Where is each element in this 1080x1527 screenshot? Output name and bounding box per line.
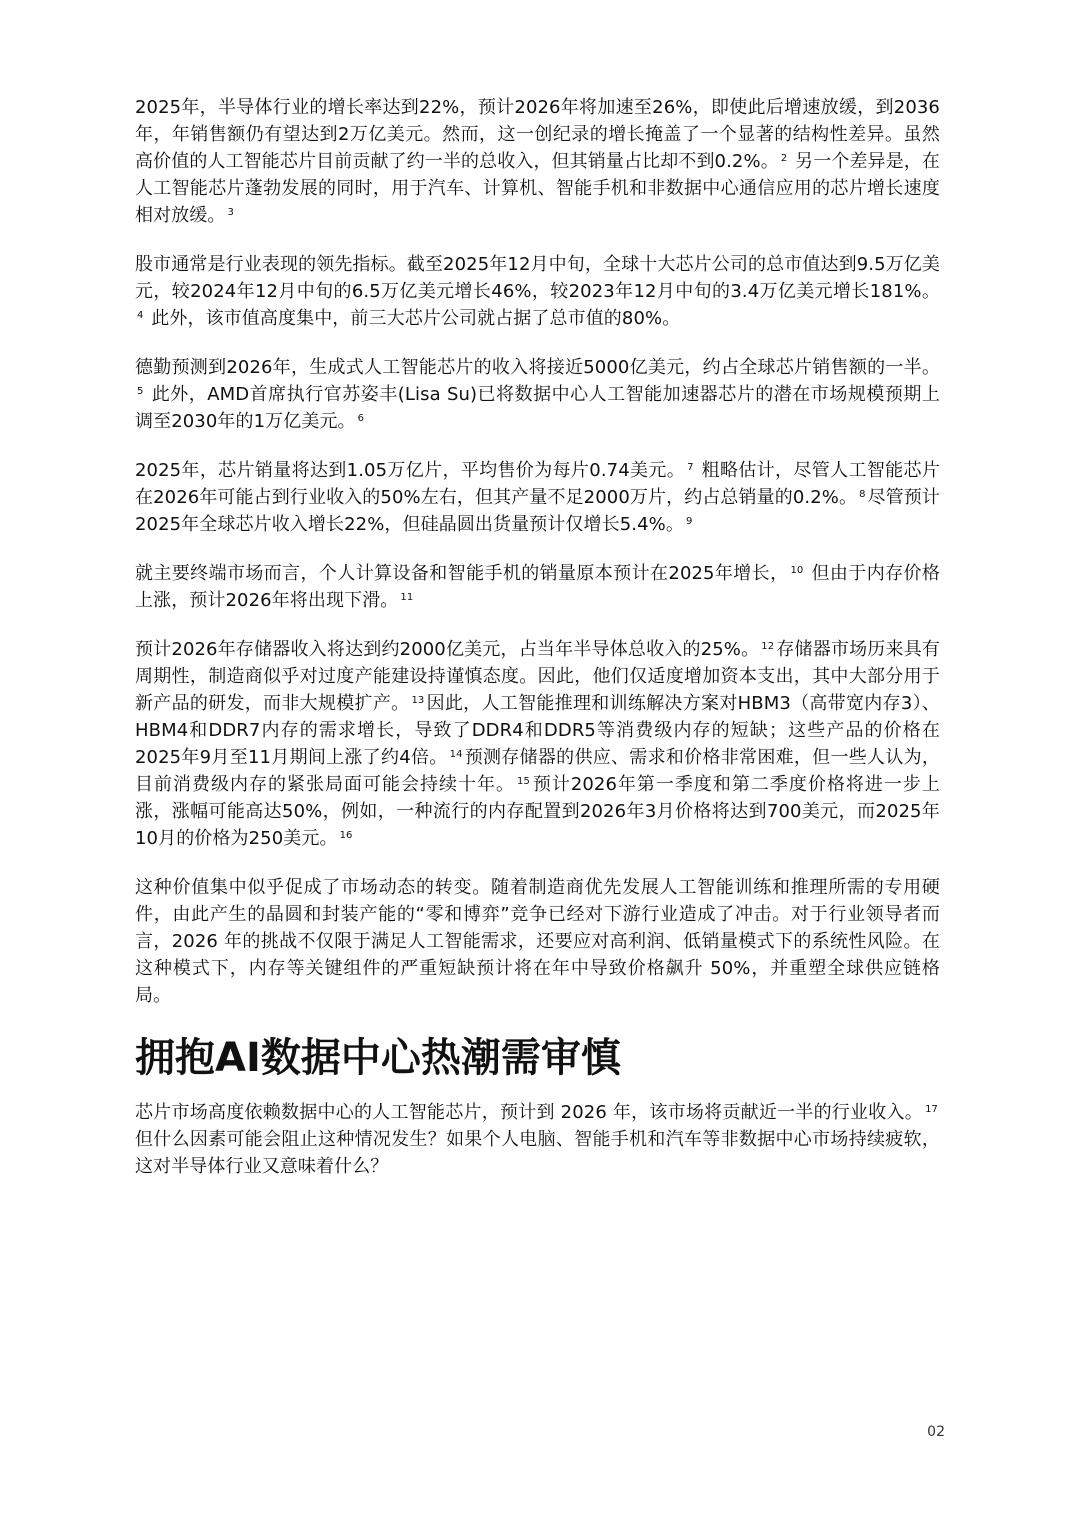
paragraph-text: 预计2026年存储器收入将达到约2000亿美元，占当年半导体总收入的25%。 xyxy=(135,639,760,660)
footnote-ref: 15 xyxy=(516,776,530,787)
footnote-ref: 2 xyxy=(780,153,788,164)
paragraph-text: 粗略估计，尽管人工智能芯片在2026年可能占到行业收入的50%左右，但其产量不足2000万片，约占总销量的0.2%。 xyxy=(135,460,940,508)
paragraph xyxy=(135,1099,940,1180)
paragraph-text: 预计2026年第一季度和第二季度价格将进一步上涨，涨幅可能高达50%，例如，一种流行的内存配置到2026年3月价格将达到700美元，而2025年10月的价格为250美元。 xyxy=(135,774,941,849)
body-text-top xyxy=(135,94,940,1009)
paragraph-text: 但什么因素可能会阻止这种情况发生？如果个人电脑、智能手机和汽车等非数据中心市场持续疲软，这对半导体行业又意味着什么？ xyxy=(135,1129,940,1177)
page-content xyxy=(135,94,940,1202)
paragraph-text: 就主要终端市场而言，个人计算设备和智能手机的销量原本预计在2025年增长， xyxy=(135,563,789,584)
footnote-ref: 8 xyxy=(859,489,866,500)
paragraph xyxy=(135,354,940,435)
paragraph-text: 但由于内存价格上涨，预计2026年将出现下滑。 xyxy=(135,563,940,611)
paragraph-text: 因此，人工智能推理和训练解决方案对HBM3（高带宽内存3）、HBM4和DDR7内存的需求增长，导致了DDR4和DDR5等消费级内存的短缺；这些产品的价格在2025年9月至11月期间上涨了约4倍。 xyxy=(135,693,940,768)
paragraph-text: 股市通常是行业表现的领先指标。截至2025年12月中旬，全球十大芯片公司的总市值达到9.5万亿美元，较2024年12月中旬的6.5万亿美元增长46%，较2023年12月中旬的3.4万亿美元增长181%。 xyxy=(135,254,940,302)
paragraph-text: 存储器市场历来具有周期性，制造商似乎对过度产能建设持谨慎态度。因此，他们仅适度增加资本支出，其中大部分用于新产品的研发，而非大规模扩产。 xyxy=(135,639,940,714)
footnote-ref: 13 xyxy=(411,695,425,706)
footnote-ref: 5 xyxy=(137,386,144,397)
paragraph-text: 这种价值集中似乎促成了市场动态的转变。随着制造商优先发展人工智能训练和推理所需的专用硬件，由此产生的晶圆和封装产能的“零和博弈”竞争已经对下游行业造成了冲击。对于行业领导者而言，2026 年的挑战不仅限于满足人工智能需求，还要应对高利润、低销量模式下的系统性风险。在这种模式下，内存等关键组件的严重短缺预计将在年中导致价格飙升 50%，并重塑全球供应链格局。 xyxy=(135,877,940,1006)
footnote-ref: 6 xyxy=(357,413,365,424)
paragraph-text: 2025年，半导体行业的增长率达到22%，预计2026年将加速至26%，即使此后增速放缓，到2036年，年销售额仍有望达到2万亿美元。然而，这一创纪录的增长掩盖了一个显著的结构性差异。虽然高价值的人工智能芯片目前贡献了约一半的总收入，但其销量占比却不到0.2%。 xyxy=(135,97,940,172)
body-text-bottom xyxy=(135,1099,940,1180)
footnote-ref: 9 xyxy=(685,516,693,527)
footnote-ref: 14 xyxy=(449,749,463,760)
paragraph-text: 德勤预测到2026年，生成式人工智能芯片的收入将接近5000亿美元，约占全球芯片销售额的一半。 xyxy=(135,357,940,378)
page-number: 02 xyxy=(927,1424,945,1440)
footnote-ref: 12 xyxy=(761,641,775,652)
paragraph-text: 此外，AMD首席执行官苏姿丰(Lisa Su)已将数据中心人工智能加速器芯片的潜在市场规模预期上调至2030年的1万亿美元。 xyxy=(135,384,940,432)
footnote-ref: 10 xyxy=(790,565,804,576)
footnote-ref: 17 xyxy=(925,1104,938,1115)
paragraph xyxy=(135,457,940,538)
footnote-ref: 11 xyxy=(400,592,414,603)
paragraph-text: 另一个差异是，在人工智能芯片蓬勃发展的同时，用于汽车、计算机、智能手机和非数据中心通信应用的芯片增长速度相对放缓。 xyxy=(135,151,940,226)
section-heading: 拥抱AI数据中心热潮需审慎 xyxy=(135,1035,621,1081)
paragraph xyxy=(135,560,940,614)
paragraph-text: 尽管预计2025年全球芯片收入增长22%，但硅晶圆出货量预计仅增长5.4%。 xyxy=(135,487,940,535)
footnote-ref: 16 xyxy=(339,830,353,841)
paragraph-text: 芯片市场高度依赖数据中心的人工智能芯片，预计到 2026 年，该市场将贡献近一半的行业收入。 xyxy=(135,1102,924,1123)
paragraph-text: 此外，该市值高度集中，前三大芯片公司就占据了总市值的80%。 xyxy=(145,308,681,329)
footnote-ref: 4 xyxy=(137,310,144,321)
paragraph xyxy=(135,636,940,852)
paragraph xyxy=(135,94,940,229)
footnote-ref: 3 xyxy=(227,207,234,218)
paragraph-text: 2025年，芯片销量将达到1.05万亿片，平均售价为每片0.74美元。 xyxy=(135,460,686,481)
paragraph xyxy=(135,251,940,332)
footnote-ref: 7 xyxy=(687,462,694,473)
paragraph-text: 预测存储器的供应、需求和价格非常困难，但一些人认为，目前消费级内存的紧张局面可能会持续十年。 xyxy=(135,747,940,795)
paragraph xyxy=(135,874,940,1009)
